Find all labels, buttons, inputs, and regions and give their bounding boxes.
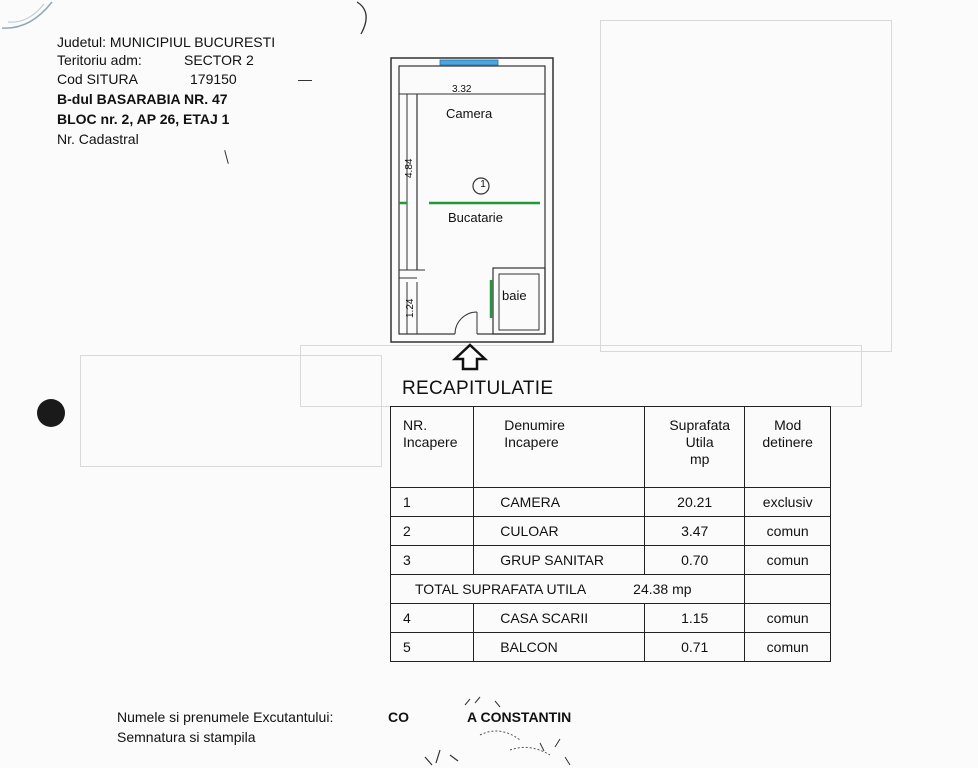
cell-mod: exclusiv <box>745 488 831 517</box>
punch-hole-dot <box>37 399 65 427</box>
cell-mod: comun <box>745 604 831 633</box>
height-dimension-lower: 1.24 <box>405 298 416 318</box>
cell-denumire: BALCON <box>474 633 645 662</box>
cadastral-label: Nr. Cadastral <box>57 131 139 147</box>
executant-name-start: CO <box>388 709 409 725</box>
teritoriu-value: SECTOR 2 <box>184 52 254 68</box>
cell-nr: 5 <box>391 633 474 662</box>
cell-suprafata: 0.70 <box>645 546 745 575</box>
recap-title: RECAPITULATIE <box>402 378 554 399</box>
room-bucatarie-label: Bucatarie <box>448 210 503 225</box>
cell-nr: 1 <box>391 488 474 517</box>
cell-nr: 2 <box>391 517 474 546</box>
cod-value: 179150 <box>190 71 237 87</box>
table-row <box>391 604 831 633</box>
table-header-row <box>391 407 831 488</box>
dash-mark <box>298 80 312 81</box>
cell-nr: 4 <box>391 604 474 633</box>
cod-label: Cod SITURA <box>57 71 138 87</box>
table-row <box>391 488 831 517</box>
cell-suprafata: 1.15 <box>645 604 745 633</box>
header-nr: NR. Incapere <box>391 407 474 488</box>
background-ghost-table <box>600 20 892 352</box>
height-dimension-upper: 4.84 <box>404 158 415 178</box>
header-suprafata: Suprafata Utila mp <box>645 407 745 488</box>
cell-denumire: CAMERA <box>474 488 645 517</box>
room-baie-label: baie <box>502 288 527 303</box>
width-dimension: 3.32 <box>452 84 472 95</box>
header-mod: Mod detinere <box>745 407 831 488</box>
total-empty-cell <box>745 575 831 604</box>
cell-mod: comun <box>745 633 831 662</box>
entrance-arrow-icon <box>452 343 488 371</box>
bloc-line: BLOC nr. 2, AP 26, ETAJ 1 <box>57 111 230 127</box>
scribble-mark <box>355 0 375 40</box>
cell-denumire: GRUP SANITAR <box>474 546 645 575</box>
semnatura-label: Semnatura si stampila <box>117 729 256 745</box>
total-value: 24.38 mp <box>633 581 692 597</box>
cell-suprafata: 0.71 <box>645 633 745 662</box>
cell-mod: comun <box>745 517 831 546</box>
tick-mark <box>224 150 229 164</box>
cell-suprafata: 3.47 <box>645 517 745 546</box>
cell-denumire: CULOAR <box>474 517 645 546</box>
marker-number: 1 <box>480 179 486 190</box>
signature-stamp-icon <box>410 695 580 768</box>
cell-denumire: CASA SCARII <box>474 604 645 633</box>
table-row <box>391 546 831 575</box>
table-row <box>391 633 831 662</box>
recap-table <box>390 406 831 662</box>
executant-name-end: A CONSTANTIN <box>467 709 572 725</box>
header-denumire: Denumire Incapere <box>474 407 645 488</box>
total-label: TOTAL SUPRAFATA UTILA 24.38 mp <box>391 575 745 604</box>
cell-suprafata: 20.21 <box>645 488 745 517</box>
judet-label: Judetul: MUNICIPIUL BUCURESTI <box>57 34 276 50</box>
cell-mod: comun <box>745 546 831 575</box>
address-line: B-dul BASARABIA NR. 47 <box>57 91 228 107</box>
table-row <box>391 517 831 546</box>
executant-label: Numele si prenumele Excutantului: <box>117 709 334 725</box>
background-ghost-table <box>300 345 862 407</box>
room-camera-label: Camera <box>446 106 493 121</box>
stamp-icon <box>0 0 60 32</box>
table-total-row <box>391 575 831 604</box>
teritoriu-label: Teritoriu adm: <box>57 52 142 68</box>
cell-nr: 3 <box>391 546 474 575</box>
